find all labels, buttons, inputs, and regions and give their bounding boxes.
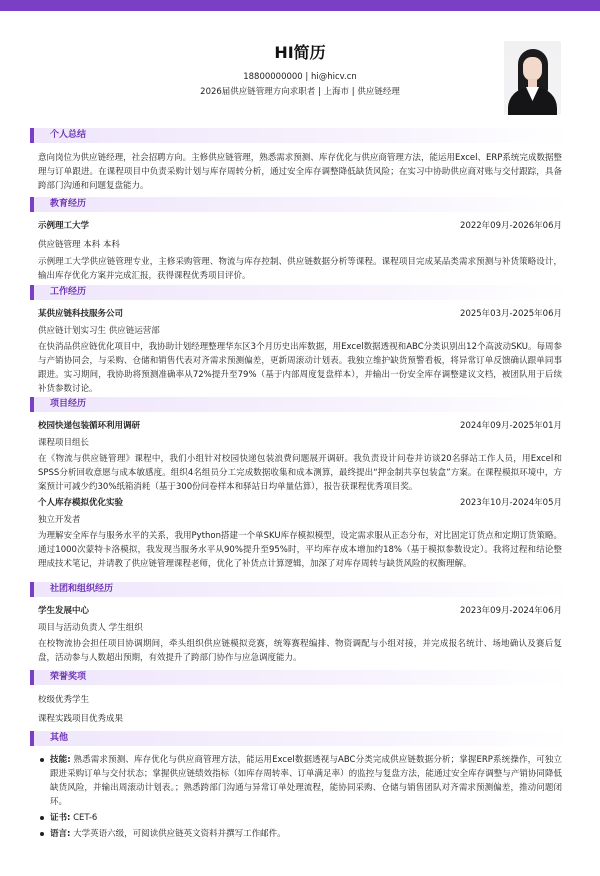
section-title: 荣誉奖项 — [50, 672, 87, 682]
top-accent-bar — [0, 0, 600, 11]
section-header — [30, 197, 570, 212]
company-name: 某供应链科技服务公司 — [38, 309, 124, 319]
item-text: CET-6 — [70, 813, 98, 823]
item-key: 语言: — [50, 829, 71, 839]
work-text: 在快消品供应链优化项目中，我协助计划经理整理华东区3个月历史出库数据，用Excel数据透视和ABC分类识别出12个高波动SKU。每周参与产销协同会，与采购、仓储和销售代表对齐需求预测偏差，更新周滚动计划表。我独立维护缺货预警看板，将异常订单反馈确认跟单同事跟进。实习期间，我协助将预测准确率从72%提升至79%（基于内部周度复盘样本），并输出一份安全库存调整建议文档，被团队用于后续补货参数讨论。 — [38, 342, 562, 394]
project-name: 校园快递包装循环利用调研 — [38, 421, 141, 431]
campus-row — [30, 604, 570, 618]
project-row — [30, 419, 570, 433]
section-header — [30, 670, 570, 685]
job-intent: 2026届供应链管理方向求职者 | 上海市 | 供应链经理 — [200, 87, 400, 97]
education-text: 示例理工大学供应链管理专业，主修采购管理、物流与库存控制、供应链数据分析等课程。课程项目完成某品类需求预测与补货策略设计，输出库存优化方案并完成汇报，获得课程优秀项目评价。 — [38, 257, 562, 281]
section-title: 个人总结 — [50, 130, 87, 140]
project-period: 2024年09月-2025年01月 — [460, 421, 562, 431]
item-text: 熟悉需求预测、库存优化与供应商管理方法，能运用Excel数据透视与ABC分类完成供应链数据分析；掌握ERP系统操作，可独立跟进采购订单与交付状态；掌握供应链绩效指标（如库存周转率、订单满足率）的监控与复盘方法，能通过安全库存调整与产销协同降低缺货风险，并输出周滚动计划表。；熟悉跨部门沟通与异常订单处理流程，能协同采购、仓储与销售团队对齐需求预测偏差，推动问题闭环。 — [50, 755, 563, 807]
section-header — [30, 731, 570, 746]
award-item: 校级优秀学生 — [38, 695, 90, 705]
project-role: 独立开发者 — [38, 515, 81, 525]
section-title: 社团和组织经历 — [50, 584, 114, 594]
work-row — [30, 307, 570, 321]
contact-info: 18800000000 | hi@hicv.cn — [243, 72, 357, 82]
education-major: 供应链管理 本科 本科 — [38, 240, 120, 250]
other-list — [30, 753, 570, 841]
school-name: 示例理工大学 — [38, 221, 90, 231]
campus-role: 项目与活动负责人 学生组织 — [38, 623, 143, 633]
campus-period: 2023年09月-2024年06月 — [460, 606, 562, 616]
section-title: 教育经历 — [50, 199, 87, 209]
list-item — [38, 827, 562, 841]
project-role: 课程项目组长 — [38, 438, 90, 448]
project-text: 为理解安全库存与服务水平的关系，我用Python搭建一个单SKU库存模拟模型，设定需求服从正态分布，对比固定订货点和定期订货策略。通过1000次蒙特卡洛模拟，我发现当服务水平从90%提升至95%时，平均库存成本增加约18%（基于模拟参数设定）。我将过程和结论整理成技术笔记，并请教了供应链管理课程老师，优化了补货点计算逻辑，加深了对库存周转与缺货风险的权衡理解。 — [38, 531, 562, 569]
education-period: 2022年09月-2026年06月 — [460, 221, 562, 231]
project-period: 2023年10月-2024年05月 — [460, 498, 562, 508]
section-header — [30, 285, 570, 300]
candidate-name: HI简历 — [274, 43, 326, 62]
profile-photo — [504, 41, 561, 115]
project-row — [30, 496, 570, 510]
list-item — [38, 753, 562, 809]
work-role: 供应链计划实习生 供应链运营部 — [38, 326, 160, 336]
list-item — [38, 811, 562, 825]
work-section — [30, 285, 570, 396]
work-period: 2025年03月-2025年06月 — [460, 309, 562, 319]
awards-section — [30, 670, 570, 726]
project-text: 在《物流与供应链管理》课程中，我们小组针对校园快递包装浪费问题展开调研。我负责设计问卷并访谈20名驿站工作人员，用Excel和SPSS分析回收意愿与成本敏感度。组织4名组员分工完成数据收集和成本测算，最终提出“押金制共享包装盒”方案。在课程模拟环境中，方案预计可减少约30%纸箱消耗（基于300份问卷样本和驿站日均单量估算），报告获课程优秀项目奖。 — [38, 454, 562, 492]
section-header — [30, 397, 570, 412]
project-name: 个人库存模拟优化实验 — [38, 498, 124, 508]
education-row — [30, 219, 570, 233]
section-title: 项目经历 — [50, 399, 87, 409]
campus-section — [30, 582, 570, 665]
campus-text: 在校物流协会担任项目协调期间，牵头组织供应链模拟竞赛，统筹赛程编排、物资调配与小组对接，并完成报名统计、场地确认及赛后复盘，活动参与人数超出预期，有效提升了跨部门协作与应急调度能力。 — [38, 639, 562, 663]
item-key: 证书: — [50, 813, 71, 823]
summary-section — [30, 128, 570, 193]
education-section — [30, 197, 570, 283]
summary-text: 意向岗位为供应链经理，社会招聘方向。主修供应链管理，熟悉需求预测、库存优化与供应商管理方法，能运用Excel、ERP系统完成数据整理与订单跟进。在课程项目中负责采购计划与库存周转分析，通过安全库存调整降低缺货风险；在实习中协助供应商对账与交付跟踪，具备跨部门沟通和问题复盘能力。 — [38, 153, 562, 191]
section-title: 其他 — [50, 733, 69, 743]
projects-section — [30, 397, 570, 571]
organization-name: 学生发展中心 — [38, 606, 90, 616]
item-key: 技能: — [50, 755, 71, 765]
award-item: 课程实践项目优秀成果 — [38, 714, 124, 724]
section-title: 工作经历 — [50, 287, 87, 297]
section-header — [30, 582, 570, 597]
item-text: 大学英语六级，可阅读供应链英文资料并撰写工作邮件。 — [70, 829, 286, 839]
section-header — [30, 128, 570, 143]
other-section — [30, 731, 570, 841]
